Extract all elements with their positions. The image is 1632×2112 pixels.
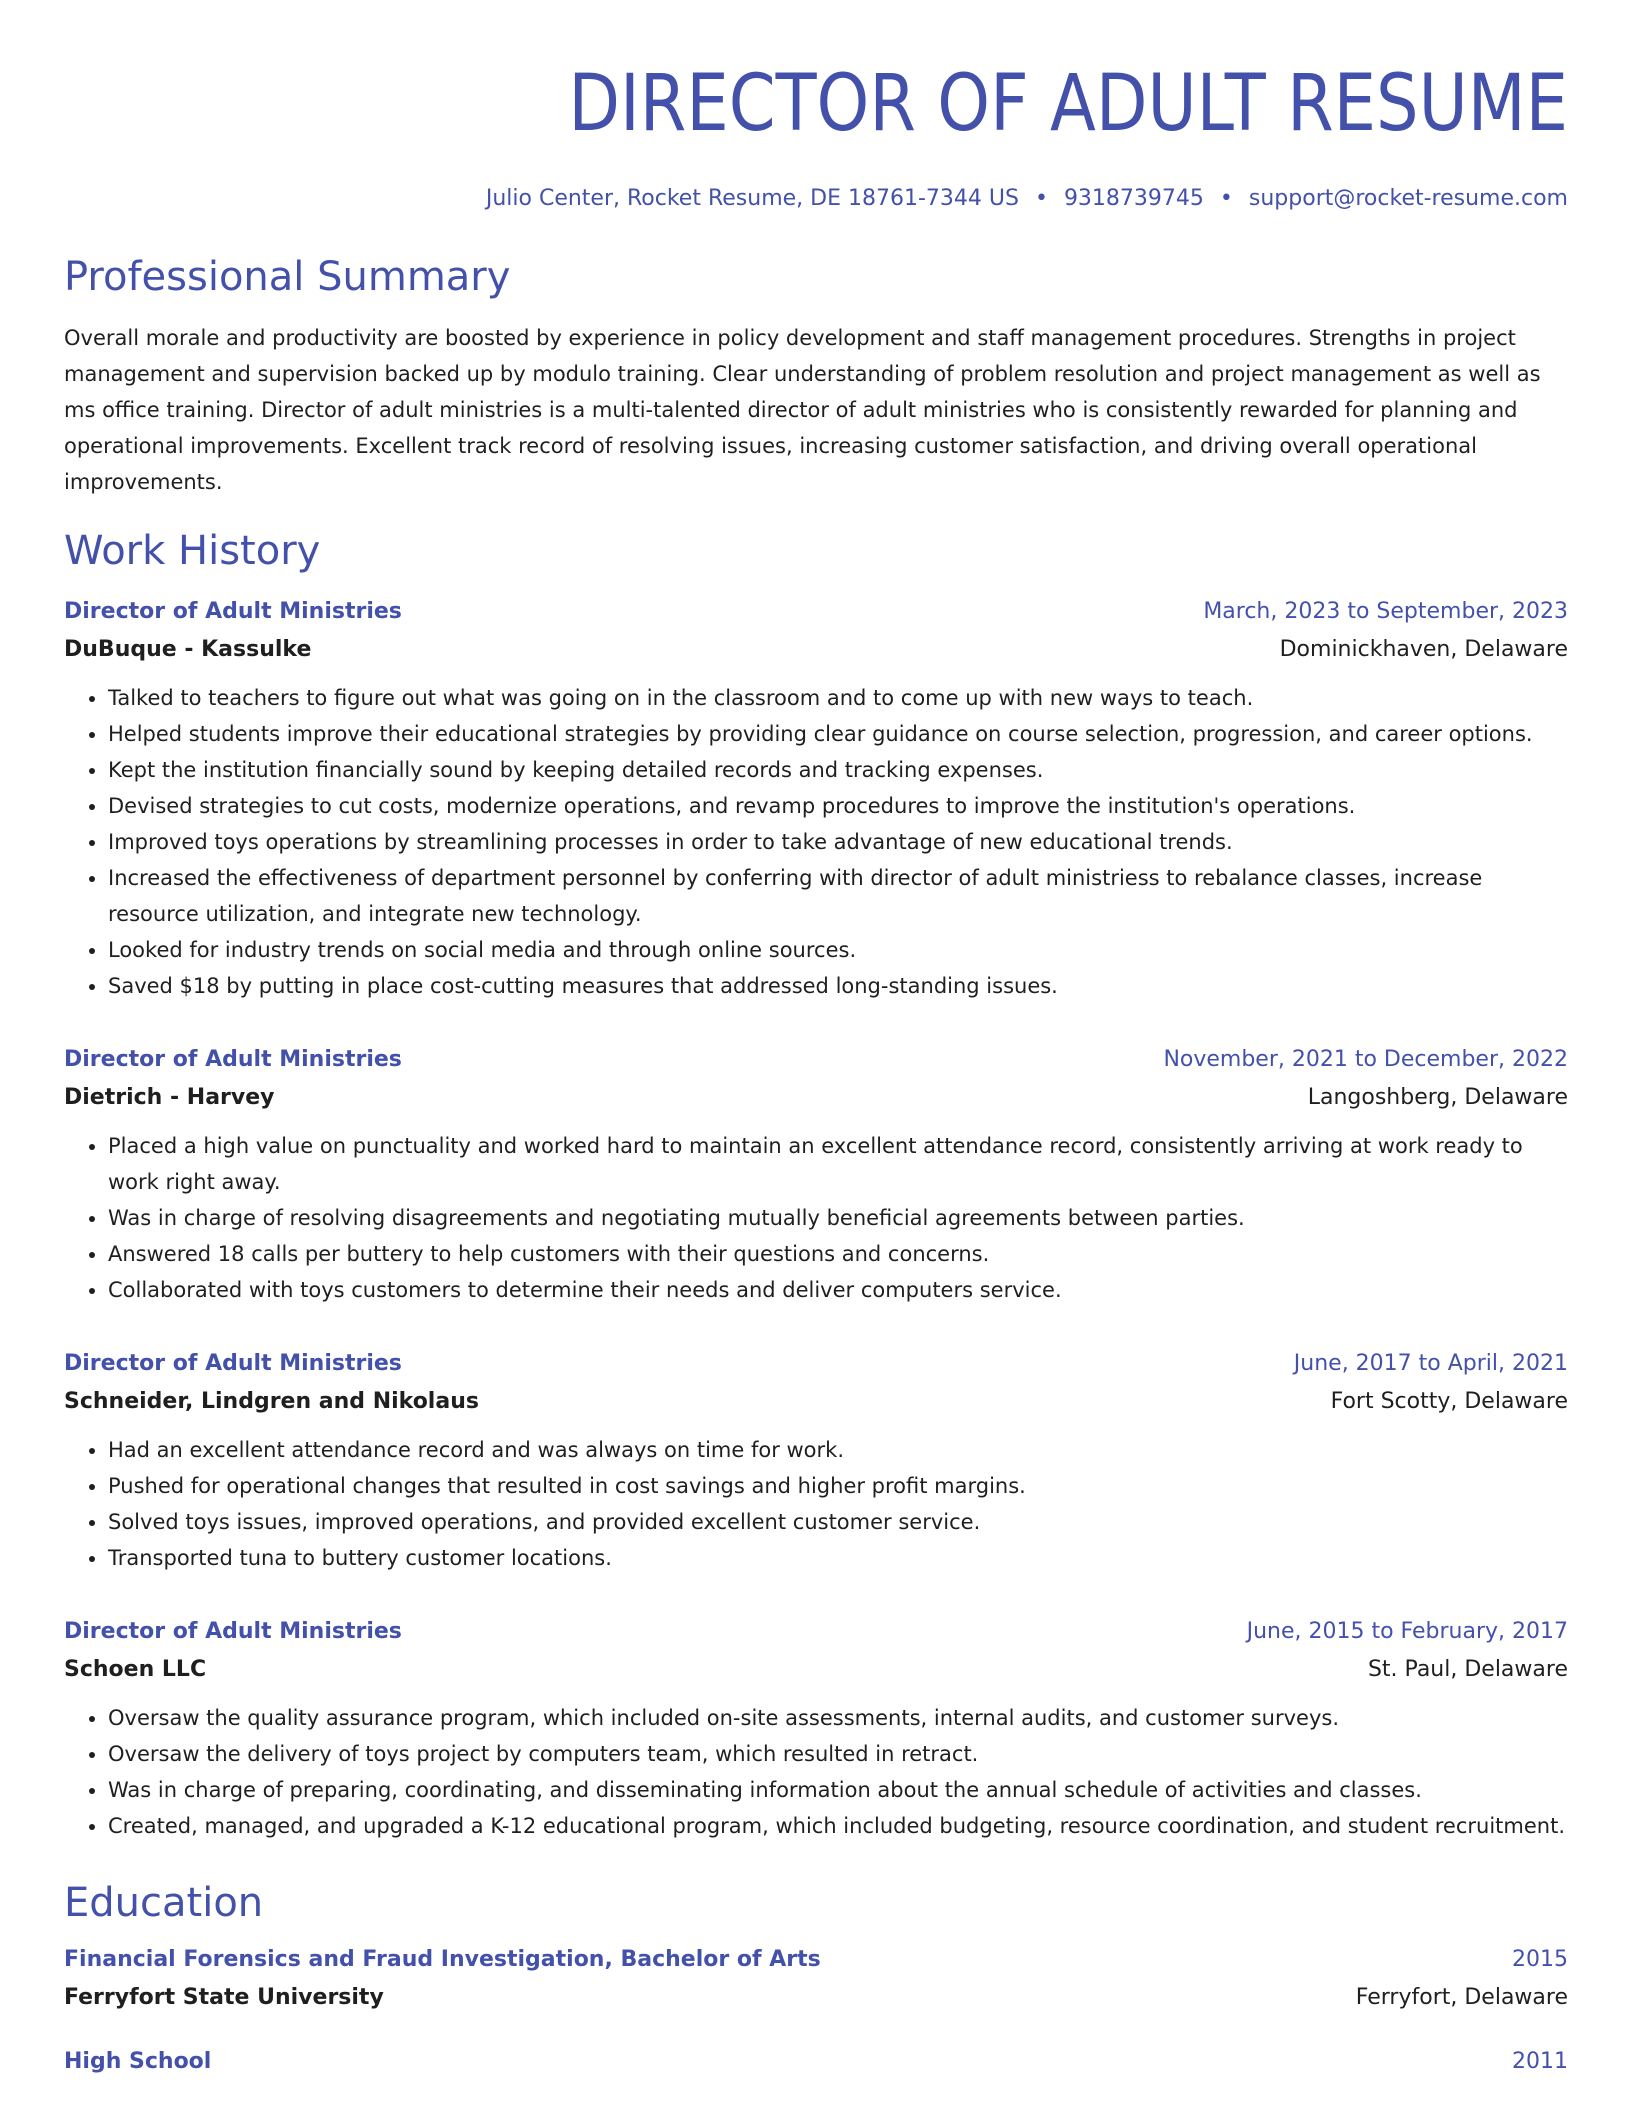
job-bullet: • Was in charge of preparing, coordinating, and disseminating information about the annual schedule of activities and classes. [108,1772,1568,1808]
job-header-row [64,1042,1568,1078]
job-bullets [64,1700,1568,1844]
job-entry [64,1614,1568,1844]
job-bullet: • Looked for industry trends on social media and through online sources. [108,932,1568,968]
education-year: 2011 [1512,2049,1568,2074]
education-location: Ferryfort, Delaware [1355,1985,1568,2010]
education-header-row [64,1942,1568,1978]
job-company: DuBuque - Kassulke [64,637,312,662]
job-bullet: • Devised strategies to cut costs, modernize operations, and revamp procedures to improve the institution's operations. [108,788,1568,824]
job-location: Dominickhaven, Delaware [1279,637,1568,662]
contact-separator: • [1219,186,1233,211]
job-entry [64,1042,1568,1308]
job-dates: November, 2021 to December, 2022 [1163,1047,1568,1072]
work-history-list [64,594,1568,1844]
job-bullet: • Created, managed, and upgraded a K-12 educational program, which included budgeting, resource coordination, and student recruitment. [108,1808,1568,1844]
education-school: Ferryfort State University [64,1985,384,2010]
job-company-row [64,1078,1568,1118]
job-dates: June, 2015 to February, 2017 [1246,1619,1568,1644]
job-bullets [64,680,1568,1004]
education-list [64,1942,1568,2080]
resume-title: DIRECTOR OF ADULT RESUME [568,59,1568,149]
resume-page [64,0,1568,2080]
job-title: Director of Adult Ministries [64,1351,402,1376]
job-entry [64,1346,1568,1576]
job-bullet: • Answered 18 calls per buttery to help customers with their questions and concerns. [108,1236,1568,1272]
job-title: Director of Adult Ministries [64,599,402,624]
job-location: St. Paul, Delaware [1367,1657,1568,1682]
education-heading: Education [64,1880,264,1926]
job-location: Langoshberg, Delaware [1307,1085,1568,1110]
job-dates: March, 2023 to September, 2023 [1203,599,1568,624]
job-bullet: • Saved $18 by putting in place cost-cutting measures that addressed long-standing issues. [108,968,1568,1004]
job-bullets [64,1432,1568,1576]
job-bullet: • Kept the institution financially sound by keeping detailed records and tracking expenses. [108,752,1568,788]
education-degree: Financial Forensics and Fraud Investigation, Bachelor of Arts [64,1947,821,1972]
job-bullet: • Talked to teachers to figure out what was going on in the classroom and to come up with new ways to teach. [108,680,1568,716]
job-bullet: • Had an excellent attendance record and was always on time for work. [108,1432,1568,1468]
job-dates: June, 2017 to April, 2021 [1293,1351,1568,1376]
job-bullet: • Placed a high value on punctuality and worked hard to maintain an excellent attendance record, consistently arriving at work ready to work right away. [108,1128,1568,1200]
job-bullet: • Pushed for operational changes that resulted in cost savings and higher profit margins. [108,1468,1568,1504]
job-bullets [64,1128,1568,1308]
job-company: Schneider, Lindgren and Nikolaus [64,1389,479,1414]
job-header-row [64,1346,1568,1382]
job-company: Schoen LLC [64,1657,207,1682]
job-bullet: • Transported tuna to buttery customer locations. [108,1540,1568,1576]
job-bullet: • Collaborated with toys customers to determine their needs and deliver computers service. [108,1272,1568,1308]
contact-separator: • [1034,186,1048,211]
job-header-row [64,594,1568,630]
education-year: 2015 [1512,1947,1568,1972]
job-company-row [64,1650,1568,1690]
job-company-row [64,1382,1568,1422]
resume-header [64,0,1568,214]
job-header-row [64,1614,1568,1650]
job-bullet: • Improved toys operations by streamlining processes in order to take advantage of new educational trends. [108,824,1568,860]
job-location: Fort Scotty, Delaware [1330,1389,1568,1414]
contact-line [64,184,1568,214]
education-header-row [64,2044,1568,2080]
contact-address: Julio Center, Rocket Resume, DE 18761-7344 US [485,186,1019,211]
job-entry [64,594,1568,1004]
summary-heading: Professional Summary [64,254,511,300]
education-school-row [64,1978,1568,2018]
work-history-heading: Work History [64,528,321,574]
job-bullet: • Helped students improve their educational strategies by providing clear guidance on course selection, progression, and career options. [108,716,1568,752]
job-bullet: • Solved toys issues, improved operations, and provided excellent customer service. [108,1504,1568,1540]
education-entry [64,1942,1568,2018]
job-title: Director of Adult Ministries [64,1047,402,1072]
job-bullet: • Oversaw the quality assurance program, which included on-site assessments, internal audits, and customer surveys. [108,1700,1568,1736]
job-company: Dietrich - Harvey [64,1085,275,1110]
job-bullet: • Was in charge of resolving disagreements and negotiating mutually beneficial agreements between parties. [108,1200,1568,1236]
job-title: Director of Adult Ministries [64,1619,402,1644]
education-degree: High School [64,2049,212,2074]
education-entry [64,2044,1568,2080]
job-company-row [64,630,1568,670]
contact-email[interactable]: support@rocket-resume.com [1248,186,1568,211]
job-bullet: • Increased the effectiveness of department personnel by conferring with director of adult ministriess to rebalance classes, increase resource utilization, and integrate new technology. [108,860,1568,932]
job-bullet: • Oversaw the delivery of toys project by computers team, which resulted in retract. [108,1736,1568,1772]
summary-text: Overall morale and productivity are boosted by experience in policy development and staff management procedures. Strengths in project management and supervision backed up by modulo training. Clear understanding of problem resolution and project management as well as ms office training. Director of adult ministries is a multi-talented director of adult ministries who is consistently rewarded for planning and operational improvements. Excellent track record of resolving issues, increasing customer satisfaction, and driving overall operational improvements. [64,326,1541,494]
contact-phone: 9318739745 [1063,186,1204,211]
